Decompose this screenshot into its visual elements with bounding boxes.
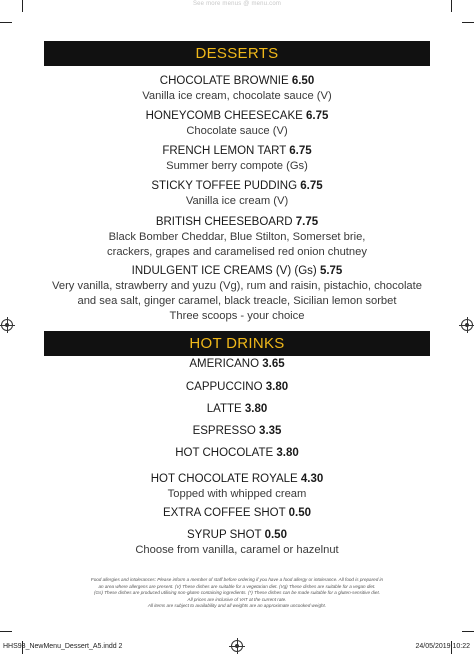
allergen-footnote: [60, 577, 414, 610]
item-description-line-2: and sea salt, ginger caramel, black treacle, Sicilian lemon sorbet: [77, 295, 397, 307]
registration-mark-right-icon: [461, 319, 473, 331]
menu-item-syrup-shot: [44, 528, 430, 558]
menu-item-espresso: [44, 424, 430, 439]
hot-drinks-title: HOT DRINKS: [189, 335, 285, 352]
menu-item-british-cheeseboard: [44, 215, 430, 260]
item-price: 3.80: [244, 403, 268, 415]
item-price: 0.50: [264, 529, 287, 541]
item-name: ESPRESSO: [192, 425, 256, 437]
item-name: CHOCOLATE BROWNIE: [159, 75, 289, 87]
crop-mark-top-left-v: [22, 0, 23, 12]
item-description-line-1: Black Bomber Cheddar, Blue Stilton, Somerset brie,: [108, 231, 366, 243]
footnote-line: an area where allergens are present. (V) These dishes are suitable for a vegetarian diet. (Vg) These dishes are suitable for a vegan diet.: [98, 583, 376, 589]
item-price: 6.75: [300, 180, 323, 192]
menu-item-hot-chocolate: [44, 446, 430, 461]
item-name: AMERICANO: [189, 358, 260, 370]
crop-mark-bottom-left-h: [0, 631, 12, 632]
item-name: EXTRA COFFEE SHOT: [162, 507, 286, 519]
item-name: HOT CHOCOLATE ROYALE: [150, 473, 298, 485]
item-name: BRITISH CHEESEBOARD: [155, 216, 293, 228]
item-description: Chocolate sauce (V): [186, 125, 288, 137]
item-description-line-2: crackers, grapes and caramelised red onion chutney: [107, 246, 367, 258]
item-description: Topped with whipped cream: [167, 488, 307, 500]
item-name: LATTE: [206, 403, 242, 415]
item-description-line-1: Very vanilla, strawberry and yuzu (Vg), rum and raisin, pistachio, chocolate: [52, 280, 422, 292]
item-description: Vanilla ice cream, chocolate sauce (V): [142, 90, 332, 102]
item-price: 6.75: [289, 145, 312, 157]
registration-mark-left-icon: [1, 319, 13, 331]
item-price: 3.80: [265, 381, 289, 393]
menu-item-honeycomb-cheesecake: [44, 109, 430, 139]
item-description-line-3: Three scoops - your choice: [169, 310, 305, 322]
crop-mark-top-right-v: [451, 0, 452, 12]
desserts-header: [44, 41, 430, 66]
item-price: 6.75: [306, 110, 329, 122]
item-price: 4.30: [300, 473, 324, 485]
item-name: INDULGENT ICE CREAMS (V) (Gs): [131, 265, 317, 277]
menu-item-indulgent-ice-creams: [44, 264, 430, 324]
footnote-line: (Gs) These dishes are produced utilising non-gluten containing ingredients. (*) These dishes can be made suitable for a gluten-sensitive diet.: [94, 590, 380, 596]
watermark: See more menus @ menu.com: [192, 1, 282, 7]
registration-mark-bottom-icon: [231, 640, 243, 652]
desserts-title: DESSERTS: [195, 45, 279, 62]
menu-item-latte: [44, 402, 430, 417]
item-description: Summer berry compote (Gs): [166, 160, 308, 172]
crop-mark-top-left-h: [0, 22, 12, 23]
menu-item-hot-chocolate-royale: [44, 472, 430, 502]
menu-item-americano: [44, 357, 430, 372]
item-description: Choose from vanilla, caramel or hazelnut: [135, 544, 339, 556]
footnote-line: All items are subject to availability and all weights are an approximate uncooked weight.: [147, 603, 327, 609]
item-description: Vanilla ice cream (V): [185, 195, 289, 207]
menu-item-cappuccino: [44, 380, 430, 395]
item-price: 0.50: [288, 507, 312, 519]
item-price: 3.65: [262, 358, 285, 370]
hot-drinks-header: [44, 331, 430, 356]
menu-item-extra-coffee-shot: [44, 506, 430, 521]
menu-item-chocolate-brownie: [44, 74, 430, 104]
item-price: 5.75: [319, 265, 343, 277]
print-slug-date: 24/05/2019 10:22: [415, 643, 470, 650]
item-name: CAPPUCCINO: [185, 381, 263, 393]
item-name: FRENCH LEMON TART: [162, 145, 287, 157]
item-price: 7.75: [295, 216, 319, 228]
item-price: 6.50: [291, 75, 315, 87]
crop-mark-top-right-h: [462, 22, 474, 23]
item-price: 3.35: [259, 425, 282, 437]
item-price: 3.80: [276, 447, 299, 459]
item-name: STICKY TOFFEE PUDDING: [151, 180, 298, 192]
menu-item-sticky-toffee-pudding: [44, 179, 430, 209]
crop-mark-bottom-right-h: [462, 631, 474, 632]
menu-item-french-lemon-tart: [44, 144, 430, 174]
item-name: HONEYCOMB CHEESECAKE: [145, 110, 303, 122]
item-name: SYRUP SHOT: [187, 529, 262, 541]
print-slug-filename: HHS93_NewMenu_Dessert_A5.indd 2: [3, 643, 123, 650]
item-name: HOT CHOCOLATE: [175, 447, 274, 459]
footnote-line: All prices are inclusive of VAT at the current rate.: [187, 596, 287, 602]
footnote-line: Food allergies and intolerances: Please inform a member of staff before ordering if you have a food allergy or intolerance. All food is prepared in: [90, 577, 384, 582]
